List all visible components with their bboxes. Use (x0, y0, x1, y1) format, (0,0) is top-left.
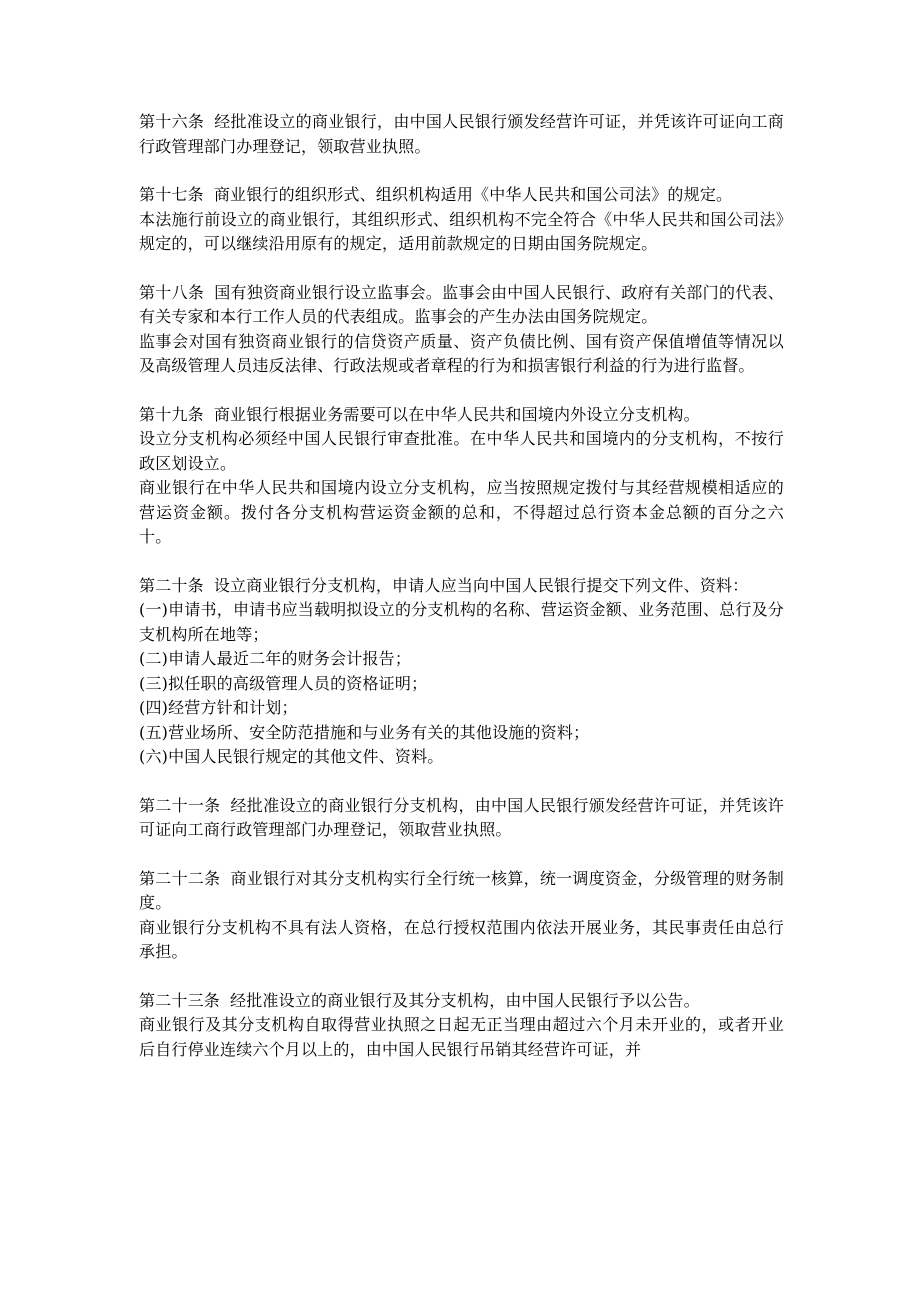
list-item: (三)拟任职的高级管理人员的资格证明； (139, 673, 428, 693)
article-paragraph (139, 110, 784, 159)
list-item: (二)申请人最近二年的财务会计报告； (139, 649, 412, 668)
article-title: 第十六条 (139, 112, 205, 131)
article-title: 第十七条 (139, 185, 204, 204)
document-page (139, 110, 784, 1086)
article-20 (139, 574, 784, 770)
article-text: 经批准设立的商业银行及其分支机构，由中国人民银行予以公告。 (230, 990, 700, 1010)
article-text: 商业银行的组织形式、组织机构适用《中华人民共和国公司法》的规定。 (213, 185, 733, 204)
article-paragraph: 商业银行及其分支机构自取得营业执照之日起无正当理由超过六个月未开业的，或者开业后自行停业连续六个月以上的，由中国人民银行吊销其经营许可证，并 (139, 1015, 784, 1059)
article-title: 第十八条 (139, 282, 205, 302)
article-paragraph: 设立分支机构必须经中国人民银行审查批准。在中华人民共和国境内的分支机构，不按行政区划设立。 (139, 429, 784, 473)
article-19 (139, 403, 784, 550)
article-text: 设立商业银行分支机构，申请人应当向中国人民银行提交下列文件、资料： (213, 575, 749, 595)
article-paragraph (139, 183, 784, 208)
article-17 (139, 183, 784, 257)
article-paragraph (139, 989, 784, 1014)
article-title: 第二十二条 (139, 868, 221, 888)
article-text: 经批准设立的商业银行，由中国人民银行颁发经营许可证，并凭该许可证向工商行政管理部门办理登记，领取营业执照。 (139, 112, 784, 156)
article-23 (139, 989, 784, 1063)
article-paragraph: 本法施行前设立的商业银行，其组织形式、组织机构不完全符合《中华人民共和国公司法》规定的，可以继续沿用原有的规定，适用前款规定的日期由国务院规定。 (139, 209, 784, 253)
article-title: 第二十条 (139, 575, 204, 595)
article-paragraph: 商业银行分支机构不具有法人资格，在总行授权范围内依法开展业务，其民事责任由总行承担。 (139, 917, 784, 961)
article-16 (139, 110, 784, 159)
article-21 (139, 794, 784, 843)
article-text: 商业银行对其分支机构实行全行统一核算，统一调度资金，分级管理的财务制度。 (139, 868, 784, 912)
article-paragraph (139, 281, 784, 330)
list-item: (六)中国人民银行规定的其他文件、资料。 (139, 747, 444, 766)
article-text: 经批准设立的商业银行分支机构，由中国人民银行颁发经营许可证，并凭该许可证向工商行政管理部门办理登记，领取营业执照。 (139, 795, 784, 839)
article-title: 第二十一条 (139, 795, 221, 815)
article-text: 国有独资商业银行设立监事会。监事会由中国人民银行、政府有关部门的代表、有关专家和本行工作人员的代表组成。监事会的产生办法由国务院规定。 (139, 282, 784, 326)
list-item: (五)营业场所、安全防范措施和与业务有关的其他设施的资料； (139, 722, 590, 742)
article-paragraph (139, 574, 784, 599)
article-text: 商业银行根据业务需要可以在中华人民共和国境内外设立分支机构。 (213, 404, 700, 424)
article-paragraph: 商业银行在中华人民共和国境内设立分支机构，应当按照规定拨付与其经营规模相适应的营运资金额。拨付各分支机构营运资金额的总和，不得超过总行资本金总额的百分之六十。 (139, 478, 784, 546)
article-paragraph (139, 794, 784, 843)
article-title: 第二十三条 (139, 990, 221, 1010)
article-22 (139, 867, 784, 965)
list-item: (一)申请书，申请书应当载明拟设立的分支机构的名称、营运资金额、业务范围、总行及分支机构所在地等； (139, 600, 784, 644)
article-paragraph (139, 403, 784, 428)
article-paragraph: 监事会对国有独资商业银行的信贷资产质量、资产负债比例、国有资产保值增值等情况以及高级管理人员违反法律、行政法规或者章程的行为和损害银行利益的行为进行监督。 (139, 331, 784, 375)
list-item: (四)经营方针和计划； (139, 698, 298, 717)
article-paragraph (139, 867, 784, 916)
article-title: 第十九条 (139, 404, 204, 424)
article-18 (139, 281, 784, 379)
